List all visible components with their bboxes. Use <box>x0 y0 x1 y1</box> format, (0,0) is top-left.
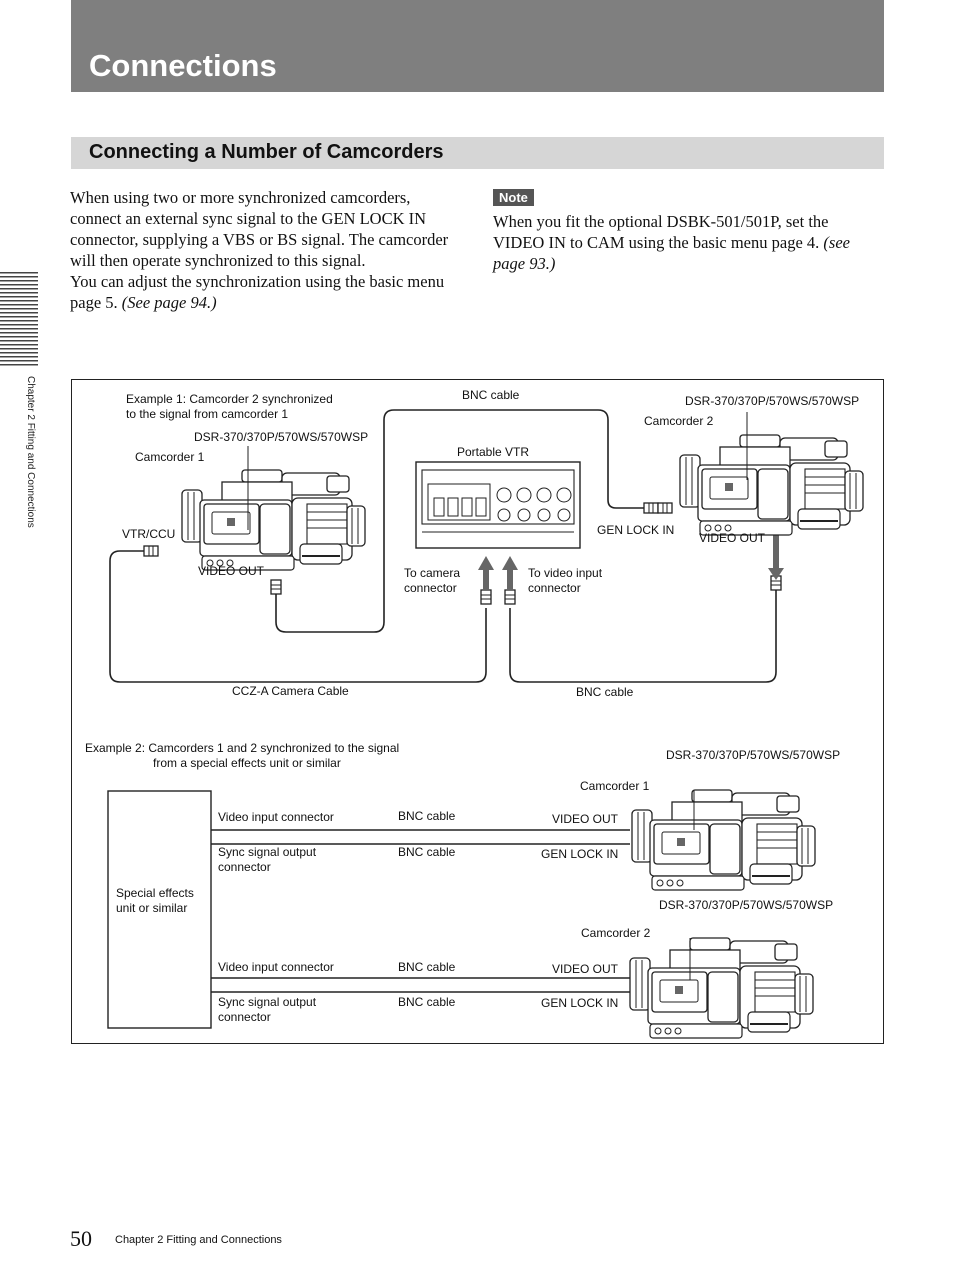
row4-connector-line-1: Sync signal output <box>218 995 317 1009</box>
row2-connector-line-1: Sync signal output <box>218 845 317 859</box>
example-1-cam1-video-out: VIDEO OUT <box>198 564 265 578</box>
footer-chapter: Chapter 2 Fitting and Connections <box>115 1234 282 1246</box>
note-see-page-link[interactable]: (see page 93.) <box>493 233 850 273</box>
example-1-caption-line-1: Example 1: Camcorder 2 synchronized <box>126 392 333 406</box>
example-1-cam2-model: DSR-370/370P/570WS/570WSP <box>685 394 860 408</box>
example-2-cam2-video-out: VIDEO OUT <box>552 962 619 976</box>
chapter-side-label-text: Chapter 2 Fitting and Connections <box>25 376 36 528</box>
intro-paragraph-1: When using two or more synchronized camcorders, connect an external sync signal to the GEN LOCK IN connector, supplying a VBS or BS signal. The camcorder will then operate synchronized to this signal. <box>70 188 449 270</box>
chapter-tab-stripes <box>0 272 38 368</box>
example-1-caption-line-2: to the signal from camcorder 1 <box>126 407 289 421</box>
section-header <box>71 137 884 169</box>
title-bar <box>71 0 884 92</box>
note-badge: Note <box>493 189 534 206</box>
to-camera-connector-line-2: connector <box>404 581 457 595</box>
example-1-cam2-video-out: VIDEO OUT <box>699 531 766 545</box>
portable-vtr-drawing <box>416 462 580 548</box>
row2-connector-line-2: connector <box>218 860 271 874</box>
intro-paragraph-2 <box>70 271 460 313</box>
row3-connector-label: Video input connector <box>218 960 334 974</box>
to-video-input-line-1: To video input <box>528 566 603 580</box>
connection-diagram <box>71 379 884 1044</box>
portable-vtr-label: Portable VTR <box>457 445 530 459</box>
example-2-caption-line-2: from a special effects unit or similar <box>153 756 341 770</box>
example-2-cam1-label: Camcorder 1 <box>580 779 650 793</box>
row2-cable-label: BNC cable <box>398 845 456 859</box>
camcorder-2-example-1-drawing <box>680 435 863 535</box>
to-video-input-line-2: connector <box>528 581 581 595</box>
to-video-input-connector-label <box>528 566 602 596</box>
special-effects-unit-line-1: Special effects <box>116 886 194 900</box>
example-1-cam1-label: Camcorder 1 <box>135 450 205 464</box>
special-effects-unit-line-2: unit or similar <box>116 901 188 915</box>
example-1-cam2-gen-lock-in: GEN LOCK IN <box>597 523 675 537</box>
vtr-ccu-label: VTR/CCU <box>122 527 176 541</box>
ccz-camera-cable-label: CCZ-A Camera Cable <box>232 684 349 698</box>
to-camera-connector-line-1: To camera <box>404 566 461 580</box>
example-1-cam2-label: Camcorder 2 <box>644 414 714 428</box>
to-camera-connector-label <box>404 566 460 596</box>
row4-connector-label <box>218 995 316 1025</box>
example-2-caption-line-1: Example 2: Camcorders 1 and 2 synchronized to the signal <box>85 741 400 755</box>
example-2-cam2-model: DSR-370/370P/570WS/570WSP <box>659 898 834 912</box>
see-page-link[interactable]: (See page 94.) <box>121 293 217 312</box>
example-2-cam1-video-out: VIDEO OUT <box>552 812 619 826</box>
example-2-cam2-gen-lock-in: GEN LOCK IN <box>541 996 619 1010</box>
example-2-caption <box>85 741 399 771</box>
page-title: Connections <box>89 48 277 83</box>
chapter-side-label <box>24 376 38 576</box>
camcorder-1-example-1-drawing <box>182 470 365 570</box>
intro-text <box>70 187 460 313</box>
note-text <box>493 211 883 274</box>
row1-cable-label: BNC cable <box>398 809 456 823</box>
example-2-cam1-gen-lock-in: GEN LOCK IN <box>541 847 619 861</box>
note-body: When you fit the optional DSBK-501/501P, set the VIDEO IN to CAM using the basic menu page 4. <box>493 212 829 252</box>
row1-connector-label: Video input connector <box>218 810 334 824</box>
page-number: 50 <box>70 1226 92 1251</box>
bnc-cable-bottom-label: BNC cable <box>576 685 634 699</box>
section-title: Connecting a Number of Camcorders <box>89 141 444 163</box>
bnc-cable-bottom-line <box>510 590 776 682</box>
camcorder-2-example-2-drawing <box>630 938 813 1038</box>
camcorder-1-example-2-drawing <box>632 790 815 890</box>
bnc-cable-top-label: BNC cable <box>462 388 520 402</box>
example-1-caption <box>126 392 333 422</box>
row4-cable-label: BNC cable <box>398 995 456 1009</box>
row2-connector-label <box>218 845 316 875</box>
intro-paragraph-2-text: You can adjust the synchronization using the basic menu page 5. <box>70 272 445 312</box>
row3-cable-label: BNC cable <box>398 960 456 974</box>
example-2-cam2-label: Camcorder 2 <box>581 926 651 940</box>
row4-connector-line-2: connector <box>218 1010 271 1024</box>
example-1-cam1-model: DSR-370/370P/570WS/570WSP <box>194 430 369 444</box>
special-effects-unit-label <box>116 886 194 916</box>
diagram-drawing <box>72 380 885 1045</box>
example-2-cam1-model: DSR-370/370P/570WS/570WSP <box>666 748 841 762</box>
